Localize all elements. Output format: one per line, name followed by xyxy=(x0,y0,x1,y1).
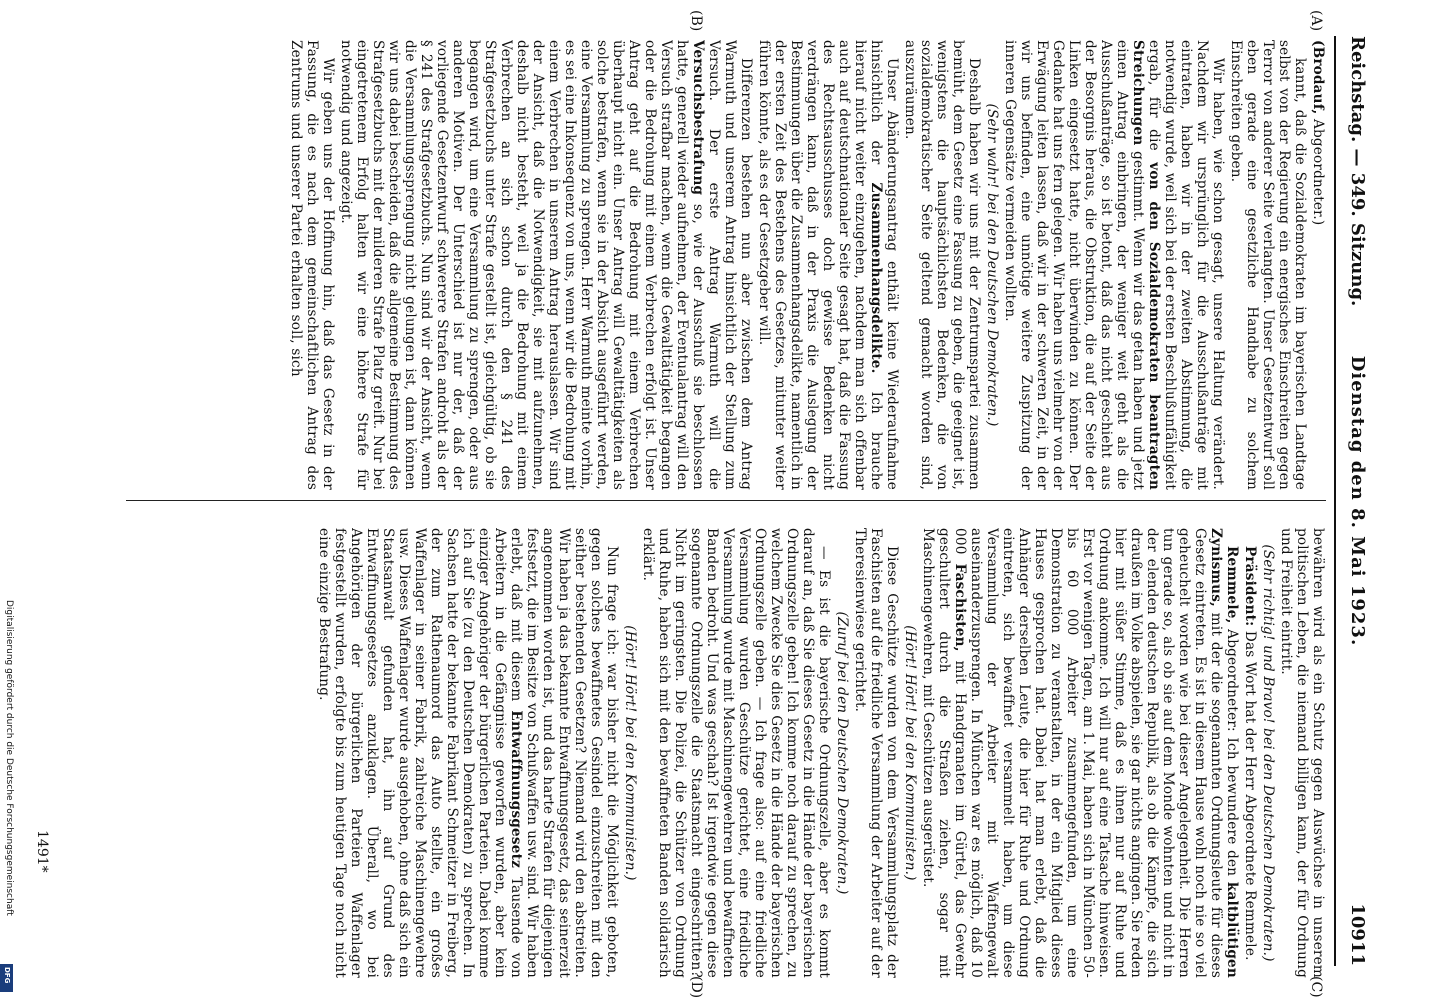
paragraph: (Zuruf bei den Deutschen Demokraten.) xyxy=(834,611,850,895)
paragraph: Präsident: Das Wort hat der Herr Abgeordnete Remmele. xyxy=(1242,546,1258,961)
column-divider xyxy=(126,500,1326,501)
paragraph: (Brodauf, Abgeordneter.) xyxy=(1310,40,1326,226)
right-text-column xyxy=(126,528,1326,978)
page-header xyxy=(1334,36,1372,966)
paragraph: Deshalb haben wir uns mit der Zentrumspartei zusammen bemüht, dem Gesetz eine Fassung zu geben, die geeignet ist, wenigstens die hauptsächlichsten Bedenken, die von sozialdemokratischer Seite geltend gemacht worden sind, auszuräumen. xyxy=(902,40,982,490)
paragraph: Diese Geschütze wurden von dem Versammlungsplatz der Faschisten auf die friedliche Versammlung der Arbeiter auf der Theresienwiese gerichtet. xyxy=(852,528,900,978)
paragraph: Nun frage ich: war bisher nicht die Möglichkeit geboten, gegen solches bewaffnetes Gesindel einzuschreiten mit den seither bestehenden Gesetzen? Niemand wird den abstreiten. Wir haben ja das bekannte Entwaffnungsgesetz, das seinerzeit angenommen worden ist, und das harte Strafen für diejenigen festsetzt, die im Besitze von Schußwaffen usw. sind. Wir haben erlebt, daß mit diesem Entwaffnungsgesetz Tausende von Arbeitern in die Gefängnisse geworfen wurden, aber kein einziger Angehöriger der bürgerlichen Parteien. Dabei komme ich auf Sie (zu den Deutschen Demokraten) zu sprechen. In Sachsen hatte der bekannte Fabrikant Schmeitzer in Freiberg, der zum Rathenaumord das Auto stellte, ein großes Waffenlager in seiner Fabrik, zahlreiche Maschinengewehre usw. Dieses Waffenlager wurde ausgehoben, ohne daß sich ein Staatsanwalt gefunden hat, ihn auf Grund des Entwaffnungsgesetzes anzuklagen. Überall, wo bei Angehörigen der bürgerlichen Parteien Waffenlager festgestellt wurden, erfolgte bis zum heutigen Tage noch nicht eine einzige Bestrafung. xyxy=(316,528,620,978)
paragraph: (Hört! Hört! bei den Kommunisten.) xyxy=(902,625,918,881)
paragraph: Unser Abänderungsantrag enthält keine Wiederaufnahme hinsichtlich der Zusammenhangsdelikte. Ich brauche hierauf nicht weiter einzugehen, nachdem man sich offenbar auch auf deutschnationaler Seite gesagt hat, daß die Fassung des Rechtsausschusses doch gewisse Bedenken nicht verdrängen kann, daß in der Praxis die Auslegung der Bestimmungen über die Zusammenhangsdelikte, namentlich in der ersten Zeit des Bestehens des Gesetzes, mitunter weiter führen könnte, als es der Gesetzgeber will. xyxy=(756,40,900,490)
footer-number: 1491* xyxy=(34,830,50,873)
dfg-logo-text: DFG xyxy=(3,967,11,984)
dfg-logo xyxy=(0,964,13,992)
digitization-credit xyxy=(0,600,14,1000)
paragraph: Remmele, Abgeordneter: Ich bewundere den kaltblütigen Zynismus, mit der die sogenannten Ordnungsleute für dieses Gesetz eintreten. Es ist in diesem Hause wohl noch nie so viel geheuchelt worden wie bei dieser Angelegenheit. Die Herren tun gerade so, als ob sie auf dem Monde wohnten und nicht in der elenden deutschen Republik, als ob die Kämpfe, die sich draußen im Volke abspielen, sie gar nichts angingen. Sie reden hier mit süßer Stimme, daß es ihnen nur auf Ruhe und Ordnung ankomme. Ich will nur auf eine Tatsache hinweisen. Erst vor wenigen Tagen, am 1. Mai, haben sich in München 50- bis 60 000 Arbeiter zusammengefunden, um eine Demonstration zu veranstalten, in der ein Mitglied dieses Hauses gesprochen hat. Dabei hat man erlebt, daß die Anhänger derselben Leute, die hier für Ruhe und Ordnung eintreten, sich bewaffnet versammelt haben, um diese Versammlung der Arbeiter mit Waffengewalt auseinanderzusprengen. In München war es möglich, daß 10 000 Faschisten, mit Handgranaten im Gürtel, das Gewehr geschultert durch die Straßen ziehen, sogar mit Maschinengewehren, mit Geschützen ausgerüstet. xyxy=(920,528,1240,978)
paragraph: Differenzen bestehen nun aber zwischen dem Antrag Warmuth und unserem Antrag hinsichtlich der Stellung zum Versuch. Der erste Antrag Warmuth will die Versuchsbestrafung so, wie der Ausschuß sie beschlossen hatte, generell wieder aufnehmen, der Eventualantrag will den Versuch strafbar machen, wenn die Gewalttätigkeit begangen oder die Bedrohung mit einem Verbrechen erfolgt ist. Unser Antrag geht auf die Bedrohung mit einem Verbrechen überhaupt nicht ein. Unser Antrag will Gewalttätigkeiten als solche bestrafen, wenn sie in der Absicht ausgeführt werden, eine Versammlung zu sprengen. Herr Warmuth meinte vorhin, es sei eine Inkonsequenz von uns, wenn wir die Bedrohung mit einem Verbrechen in unserem Antrag herauslassen. Wir sind der Ansicht, daß die Notwendigkeit, sie mit aufzunehmen, deshalb nicht besteht, weil ja die Bedrohung mit einem Verbrechen an sich schon durch den § 241 des Strafgesetzbuchs unter Strafe gestellt ist, gleichgültig, ob sie begangen wird, um eine Versammlung zu sprengen, oder aus anderen Motiven. Der Unterschied ist nur der, daß der vorliegende Gesetzentwurf schwerere Strafen androht als der § 241 des Strafgesetzbuchs. Nun sind wir der Ansicht, wenn die Versammlungssprengung nicht gelungen ist, dann können wir uns dabei bescheiden, daß die allgemeine Bestimmung des Strafgesetzbuchs mit der milderen Strafe Platz greift. Nur bei eingetretenem Erfolg halten wir eine höhere Strafe für notwendig und angezeigt. xyxy=(338,40,754,490)
margin-marker-b: (B) xyxy=(688,10,704,32)
paragraph: Wir haben, wie schon gesagt, unsere Haltung verändert. Nachdem wir ursprünglich für die Ausschußanträge mit eintraten, haben wir in der zweiten Abstimmung, die notwendig wurde, weil sich bei der ersten Beschlußunfähigkeit ergab, für die von den Sozialdemokraten beantragten Streichungen gestimmt. Wenn wir das getan haben und jetzt einen Antrag einbringen, der weniger weit geht als die Ausschußanträge, so ist betont, daß das nicht geschieht aus der Besorgnis heraus, die Obstruktion, die auf der Seite der Linken eingesetzt hatte, nicht überwinden zu können. Der Gedanke hat uns fern gelegen. Wir haben uns vielmehr von der Erwägung leiten lassen, daß wir in der schweren Zeit, in der wir uns befinden, eine unnötige weitere Zuspitzung der inneren Gegensätze vermeiden wollten. xyxy=(1002,40,1226,490)
digitization-credit-text: Digitalisierung gefördert durch die Deutsche Forschungsgemeinschaft xyxy=(4,600,14,916)
paragraph: kannt, daß die Sozialdemokraten im bayerischen Landtage selbst von der Regierung ein energisches Einschreiten gegen Terror von anderer Seite verlangten. Unser Gesetzentwurf soll eben gerade eine gesetzliche Handhabe zu solchem Einschreiten geben. xyxy=(1228,40,1308,490)
paragraph: bewähren wird als ein Schutz gegen Auswüchse in unserem politischen Leben, die niemand billigen kann, der für Ordnung und Freiheit eintritt. xyxy=(1278,528,1326,978)
left-text-column xyxy=(126,40,1326,490)
margin-marker-d: (D) xyxy=(688,976,704,999)
paragraph: (Hört! Hört! bei den Kommunisten.) xyxy=(622,625,638,881)
header-source: Reichstag. — 349. Sitzung. xyxy=(1347,36,1368,307)
paragraph: — Es ist die bayerische Ordnungszelle, aber es kommt darauf an, daß Sie dieses Gesetz in die Hände der bayerischen Ordnungszelle geben! Ich komme noch darauf zu sprechen, zu welchem Zwecke Sie dies Gesetz in die Hände der bayerischen Ordnungszelle geben. — Ich frage also: auf eine friedliche Versammlung wurden Geschütze gerichtet, eine friedliche Versammlung wurde mit Maschinengewehren und bewaffneten Banden bedroht. Und was geschah? Ist irgendwie gegen diese sogenannte Ordnungszelle die Staatsmacht eingeschritten? Nicht im geringsten. Die Polizei, die Schützer von Ordnung und Ruhe, haben sich mit den bewaffneten Banden solidarisch erklärt. xyxy=(640,528,832,978)
paragraph: Wir geben uns der Hoffnung hin, daß das Gesetz in der Fassung, die es nach dem gemeinschaftlichen Antrag des Zentrums und unserer Partei erhalten soll, sich xyxy=(288,40,336,490)
paragraph: (Sehr wahr! bei den Deutschen Demokraten.) xyxy=(984,103,1000,427)
margin-marker-a: (A) xyxy=(1308,10,1324,32)
paragraph: (Sehr richtig! und Bravo! bei den Deutschen Demokraten.) xyxy=(1260,544,1276,962)
header-date: Dienstag den 8. Mai 1923. xyxy=(1347,355,1368,647)
margin-marker-c: (C) xyxy=(1308,976,1324,998)
header-page-number: 10911 xyxy=(1347,903,1368,966)
